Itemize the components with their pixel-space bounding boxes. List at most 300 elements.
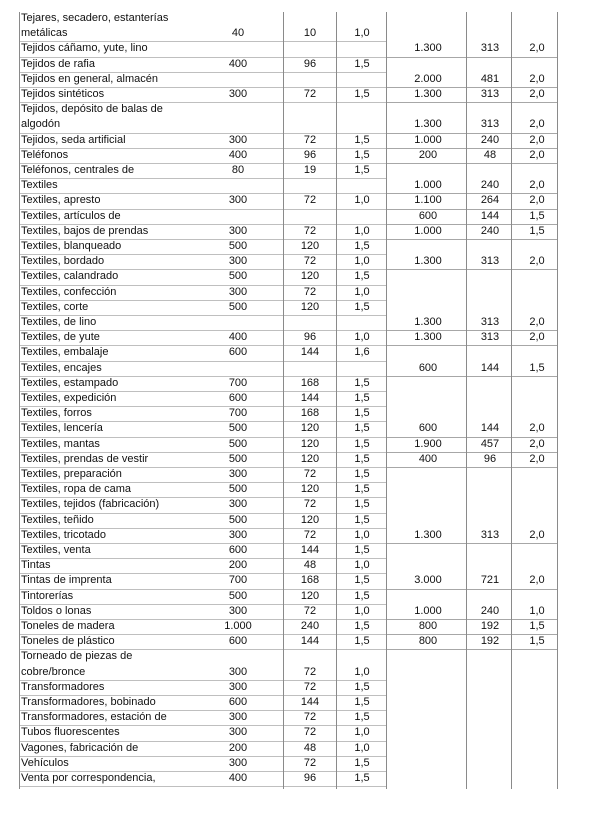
row-name: Teléfonos	[21, 148, 69, 161]
cell-v1: 600	[228, 392, 248, 404]
cell-v6: 2,0	[529, 118, 545, 131]
cell-v6: 2,0	[529, 528, 545, 541]
column-divider	[283, 12, 284, 789]
row-rule	[19, 300, 386, 301]
cell-v5: 313	[480, 528, 500, 541]
cell-v1: 500	[228, 270, 248, 283]
cell-v3: 1,5	[354, 544, 370, 556]
cell-v5: 313	[480, 255, 500, 268]
cell-v6: 2,0	[529, 72, 545, 85]
cell-v1: 500	[228, 240, 248, 252]
cell-v3: 1,5	[354, 437, 370, 450]
cell-v6: 2,0	[529, 42, 545, 55]
cell-v3: 1,0	[354, 741, 370, 754]
cell-v2: 72	[303, 726, 317, 739]
row-rule	[19, 573, 386, 574]
cell-v3: 1,5	[354, 589, 370, 602]
row-name: Textiles, mantas	[21, 437, 100, 450]
cell-v3: 1,5	[354, 392, 370, 404]
row-name: Textiles, encajes	[21, 361, 102, 374]
cell-v5: 240	[480, 604, 500, 617]
row-name: Tejidos cáñamo, yute, lino	[21, 42, 148, 55]
cell-v5: 240	[480, 133, 500, 146]
row-rule	[386, 102, 557, 103]
row-rule	[386, 148, 557, 149]
cell-v4: 1.000	[414, 133, 442, 146]
row-rule	[19, 72, 386, 73]
cell-v2: 96	[303, 772, 317, 784]
cell-v2: 72	[303, 133, 317, 146]
cell-v4: 1.300	[414, 42, 442, 55]
cell-v2: 120	[300, 452, 320, 465]
row-rule	[19, 345, 386, 346]
cell-v2: 120	[300, 483, 320, 496]
row-name: Textiles, lencería	[21, 422, 103, 435]
cell-v2: 72	[303, 756, 317, 769]
row-name: algodón	[21, 118, 61, 131]
cell-v2: 72	[303, 528, 317, 541]
cell-v2: 144	[300, 544, 320, 556]
cell-v2: 72	[303, 604, 317, 617]
cell-v2: 72	[303, 285, 317, 298]
cell-v5: 721	[480, 574, 500, 587]
cell-v3: 1,6	[354, 346, 370, 359]
cell-v2: 10	[303, 27, 317, 40]
row-rule	[19, 467, 386, 468]
cell-v6: 2,0	[529, 437, 545, 450]
cell-v6: 2,0	[529, 179, 545, 192]
cell-v4: 800	[418, 620, 438, 632]
cell-v4: 800	[418, 635, 438, 648]
cell-v2: 144	[300, 635, 320, 648]
cell-v6: 1,0	[529, 604, 545, 617]
cell-v4: 2.000	[414, 72, 442, 85]
row-name: Vehículos	[21, 756, 69, 769]
cell-v5: 481	[480, 72, 500, 85]
cell-v1: 700	[228, 376, 248, 389]
row-rule	[19, 178, 386, 179]
cell-v4: 1.300	[414, 255, 442, 268]
row-rule	[19, 589, 386, 590]
row-rule	[386, 87, 557, 88]
cell-v4: 1.300	[414, 316, 442, 328]
cell-v2: 72	[303, 88, 317, 100]
cell-v3: 1,5	[354, 620, 370, 632]
cell-v1: 300	[228, 468, 248, 480]
row-rule	[19, 406, 386, 407]
cell-v5: 313	[480, 88, 500, 100]
cell-v5: 192	[480, 635, 500, 648]
row-rule	[19, 285, 386, 286]
row-rule	[19, 163, 386, 164]
cell-v3: 1,5	[354, 148, 370, 161]
cell-v3: 1,0	[354, 224, 370, 237]
cell-v3: 1,5	[354, 468, 370, 480]
cell-v3: 1,5	[354, 772, 370, 784]
row-name: Textiles, apresto	[21, 194, 101, 207]
cell-v1: 500	[228, 300, 248, 313]
row-name: Vagones, fabricación de	[21, 741, 139, 754]
cell-v3: 1,5	[354, 422, 370, 435]
cell-v2: 72	[303, 680, 317, 693]
row-rule	[386, 224, 557, 225]
cell-v6: 1,5	[529, 209, 545, 222]
row-name: Textiles, de lino	[21, 316, 97, 328]
cell-v4: 1.900	[414, 437, 442, 450]
cell-v1: 300	[228, 224, 248, 237]
cell-v1: 300	[228, 255, 248, 268]
cell-v2: 72	[303, 498, 317, 511]
cell-v2: 168	[300, 574, 320, 587]
row-rule	[386, 57, 557, 58]
row-name: Tejidos en general, almacén	[21, 72, 158, 85]
cell-v5: 48	[483, 148, 497, 161]
row-name: Tejidos, seda artificial	[21, 133, 126, 146]
cell-v2: 96	[303, 148, 317, 161]
cell-v4: 1.300	[414, 528, 442, 541]
cell-v3: 1,5	[354, 680, 370, 693]
column-divider	[336, 12, 337, 789]
cell-v6: 2,0	[529, 133, 545, 146]
row-name: Toneles de plástico	[21, 635, 115, 648]
cell-v1: 300	[228, 665, 248, 678]
row-rule	[19, 680, 386, 681]
row-name: Textiles, embalaje	[21, 346, 109, 359]
row-rule	[19, 497, 386, 498]
cell-v6: 2,0	[529, 194, 545, 207]
cell-v6: 2,0	[529, 452, 545, 465]
cell-v2: 19	[303, 164, 317, 176]
cell-v2: 48	[303, 559, 317, 572]
cell-v2: 120	[300, 240, 320, 252]
cell-v1: 300	[228, 528, 248, 541]
cell-v3: 1,5	[354, 452, 370, 465]
row-rule	[19, 725, 386, 726]
row-name: cobre/bronce	[21, 665, 86, 678]
cell-v6: 2,0	[529, 574, 545, 587]
cell-v1: 600	[228, 635, 248, 648]
cell-v4: 1.100	[414, 194, 442, 207]
row-rule	[19, 330, 386, 331]
row-name: Tejares, secadero, estanterías	[21, 12, 169, 24]
cell-v3: 1,0	[354, 255, 370, 268]
cell-v6: 1,5	[529, 620, 545, 632]
cell-v3: 1,5	[354, 513, 370, 526]
cell-v6: 2,0	[529, 255, 545, 268]
cell-v5: 144	[480, 361, 500, 374]
row-rule	[19, 452, 386, 453]
row-name: Toldos o lonas	[21, 604, 92, 617]
row-name: Textiles, confección	[21, 285, 117, 298]
cell-v2: 144	[300, 696, 320, 708]
row-rule	[19, 41, 386, 42]
cell-v1: 80	[231, 164, 245, 176]
cell-v2: 120	[300, 437, 320, 450]
cell-v3: 1,5	[354, 696, 370, 708]
cell-v2: 72	[303, 224, 317, 237]
cell-v3: 1,0	[354, 665, 370, 678]
row-name: Tintorerías	[21, 589, 74, 602]
row-rule	[386, 649, 557, 650]
cell-v1: 400	[228, 331, 248, 344]
cell-v3: 1,5	[354, 711, 370, 724]
cell-v1: 300	[228, 726, 248, 739]
row-name: Textiles, preparación	[21, 468, 122, 480]
cell-v4: 3.000	[414, 574, 442, 587]
cell-v2: 72	[303, 194, 317, 207]
row-name: metálicas	[21, 27, 68, 40]
row-name: Textiles, tejidos (fabricación)	[21, 498, 160, 511]
cell-v1: 300	[228, 194, 248, 207]
row-rule	[386, 239, 557, 240]
cell-v3: 1,5	[354, 756, 370, 769]
row-rule	[386, 619, 557, 620]
row-rule	[386, 209, 557, 210]
row-rule	[19, 513, 386, 514]
row-rule	[19, 437, 386, 438]
row-name: Textiles, bajos de prendas	[21, 224, 149, 237]
cell-v6: 1,5	[529, 635, 545, 648]
row-rule	[19, 193, 386, 194]
cell-v2: 120	[300, 513, 320, 526]
row-rule	[19, 209, 386, 210]
table-left-border	[19, 12, 20, 789]
row-name: Textiles, de yute	[21, 331, 100, 344]
cell-v2: 72	[303, 665, 317, 678]
cell-v6: 1,5	[529, 224, 545, 237]
row-name: Textiles, venta	[21, 544, 91, 556]
row-rule	[386, 452, 557, 453]
cell-v1: 300	[228, 133, 248, 146]
row-rule	[386, 437, 557, 438]
cell-v3: 1,0	[354, 194, 370, 207]
cell-v5: 264	[480, 194, 500, 207]
cell-v1: 40	[231, 27, 245, 40]
cell-v1: 300	[228, 88, 248, 100]
cell-v2: 240	[300, 620, 320, 632]
cell-v3: 1,5	[354, 498, 370, 511]
cell-v1: 500	[228, 452, 248, 465]
row-name: Transformadores, estación de	[21, 711, 167, 724]
cell-v5: 313	[480, 42, 500, 55]
cell-v1: 300	[228, 756, 248, 769]
cell-v1: 600	[228, 696, 248, 708]
cell-v1: 500	[228, 589, 248, 602]
row-name: Textiles, prendas de vestir	[21, 452, 149, 465]
cell-v4: 1.300	[414, 118, 442, 131]
row-name: Textiles, bordado	[21, 255, 105, 268]
cell-v1: 500	[228, 422, 248, 435]
row-rule	[19, 604, 386, 605]
cell-v5: 240	[480, 179, 500, 192]
cell-v2: 144	[300, 392, 320, 404]
cell-v3: 1,0	[354, 331, 370, 344]
row-rule	[19, 376, 386, 377]
cell-v3: 1,5	[354, 376, 370, 389]
cell-v3: 1,5	[354, 300, 370, 313]
cell-v1: 600	[228, 544, 248, 556]
column-divider	[557, 12, 558, 789]
row-rule	[19, 254, 386, 255]
row-name: Transformadores	[21, 680, 105, 693]
cell-v4: 600	[418, 422, 438, 435]
row-rule	[386, 163, 557, 164]
cell-v1: 300	[228, 711, 248, 724]
row-name: Teléfonos, centrales de	[21, 164, 135, 176]
cell-v1: 300	[228, 285, 248, 298]
row-rule	[19, 695, 386, 696]
cell-v5: 144	[480, 422, 500, 435]
cell-v6: 1,5	[529, 361, 545, 374]
cell-v1: 400	[228, 57, 248, 70]
cell-v2: 120	[300, 300, 320, 313]
row-rule	[19, 315, 386, 316]
row-rule	[19, 269, 386, 270]
cell-v1: 300	[228, 680, 248, 693]
cell-v4: 200	[418, 148, 438, 161]
row-rule	[19, 619, 386, 620]
cell-v5: 313	[480, 316, 500, 328]
cell-v2: 168	[300, 407, 320, 420]
cell-v5: 240	[480, 224, 500, 237]
row-name: Textiles, expedición	[21, 392, 117, 404]
cell-v5: 313	[480, 118, 500, 131]
cell-v5: 144	[480, 209, 500, 222]
cell-v5: 96	[483, 452, 497, 465]
row-name: Textiles, ropa de cama	[21, 483, 132, 496]
row-name: Textiles	[21, 179, 58, 192]
row-rule	[19, 148, 386, 149]
cell-v2: 72	[303, 255, 317, 268]
cell-v2: 48	[303, 741, 317, 754]
row-rule	[19, 558, 386, 559]
row-rule	[386, 634, 557, 635]
row-rule	[386, 345, 557, 346]
row-name: Textiles, corte	[21, 300, 89, 313]
cell-v2: 120	[300, 270, 320, 283]
column-divider	[466, 12, 467, 789]
cell-v4: 1.000	[414, 179, 442, 192]
cell-v2: 72	[303, 468, 317, 480]
cell-v4: 1.000	[414, 224, 442, 237]
row-name: Tejidos sintéticos	[21, 88, 105, 100]
row-rule	[19, 634, 386, 635]
row-name: Toneles de madera	[21, 620, 115, 632]
row-rule	[19, 421, 386, 422]
row-rule	[386, 543, 557, 544]
cell-v1: 300	[228, 604, 248, 617]
cell-v1: 300	[228, 498, 248, 511]
cell-v5: 313	[480, 331, 500, 344]
cell-v3: 1,5	[354, 635, 370, 648]
cell-v4: 600	[418, 209, 438, 222]
row-rule	[19, 482, 386, 483]
row-rule	[19, 361, 386, 362]
row-name: Textiles, estampado	[21, 376, 119, 389]
cell-v1: 400	[228, 148, 248, 161]
row-rule	[19, 543, 386, 544]
cell-v3: 1,0	[354, 604, 370, 617]
row-name: Textiles, tricotado	[21, 528, 106, 541]
row-rule	[386, 376, 557, 377]
cell-v2: 168	[300, 376, 320, 389]
row-name: Textiles, teñido	[21, 513, 94, 526]
cell-v3: 1,0	[354, 528, 370, 541]
row-rule	[386, 589, 557, 590]
cell-v3: 1,5	[354, 270, 370, 283]
cell-v1: 500	[228, 437, 248, 450]
row-rule	[19, 102, 386, 103]
cell-v4: 1.300	[414, 88, 442, 100]
cell-v4: 1.000	[414, 604, 442, 617]
cell-v4: 1.300	[414, 331, 442, 344]
cell-v3: 1,5	[354, 574, 370, 587]
cell-v2: 120	[300, 589, 320, 602]
row-name: Textiles, calandrado	[21, 270, 119, 283]
row-rule	[19, 786, 386, 787]
cell-v6: 2,0	[529, 422, 545, 435]
row-rule	[19, 224, 386, 225]
row-rule	[19, 57, 386, 58]
row-name: Tintas	[21, 559, 51, 572]
cell-v3: 1,0	[354, 285, 370, 298]
row-rule	[19, 710, 386, 711]
cell-v1: 700	[228, 407, 248, 420]
row-rule	[19, 528, 386, 529]
row-rule	[386, 330, 557, 331]
column-divider	[386, 12, 387, 789]
cell-v2: 72	[303, 711, 317, 724]
row-name: Tejidos, depósito de balas de	[21, 103, 163, 116]
cell-v3: 1,0	[354, 726, 370, 739]
cell-v2: 144	[300, 346, 320, 359]
cell-v4: 400	[418, 452, 438, 465]
cell-v2: 96	[303, 331, 317, 344]
row-rule	[19, 239, 386, 240]
cell-v1: 200	[228, 559, 248, 572]
cell-v2: 120	[300, 422, 320, 435]
cell-v3: 1,5	[354, 240, 370, 252]
row-rule	[19, 756, 386, 757]
row-rule	[19, 87, 386, 88]
cell-v5: 457	[480, 437, 500, 450]
cell-v1: 700	[228, 574, 248, 587]
row-name: Textiles, forros	[21, 407, 92, 420]
row-rule	[386, 467, 557, 468]
row-rule	[386, 269, 557, 270]
cell-v4: 600	[418, 361, 438, 374]
row-rule	[19, 741, 386, 742]
cell-v1: 500	[228, 483, 248, 496]
cell-v1: 600	[228, 346, 248, 359]
cell-v5: 192	[480, 620, 500, 632]
cell-v3: 1,0	[354, 27, 370, 40]
row-name: Textiles, artículos de	[21, 209, 121, 222]
cell-v3: 1,5	[354, 483, 370, 496]
row-name: Textiles, blanqueado	[21, 240, 122, 252]
row-name: Venta por correspondencia,	[21, 772, 156, 784]
cell-v1: 1.000	[224, 620, 252, 632]
row-name: Tintas de imprenta	[21, 574, 112, 587]
cell-v6: 2,0	[529, 148, 545, 161]
cell-v3: 1,5	[354, 88, 370, 100]
row-rule	[19, 649, 386, 650]
row-name: Torneado de piezas de	[21, 650, 133, 663]
row-name: Tubos fluorescentes	[21, 726, 120, 739]
cell-v1: 200	[228, 741, 248, 754]
cell-v3: 1,5	[354, 133, 370, 146]
cell-v6: 2,0	[529, 331, 545, 344]
